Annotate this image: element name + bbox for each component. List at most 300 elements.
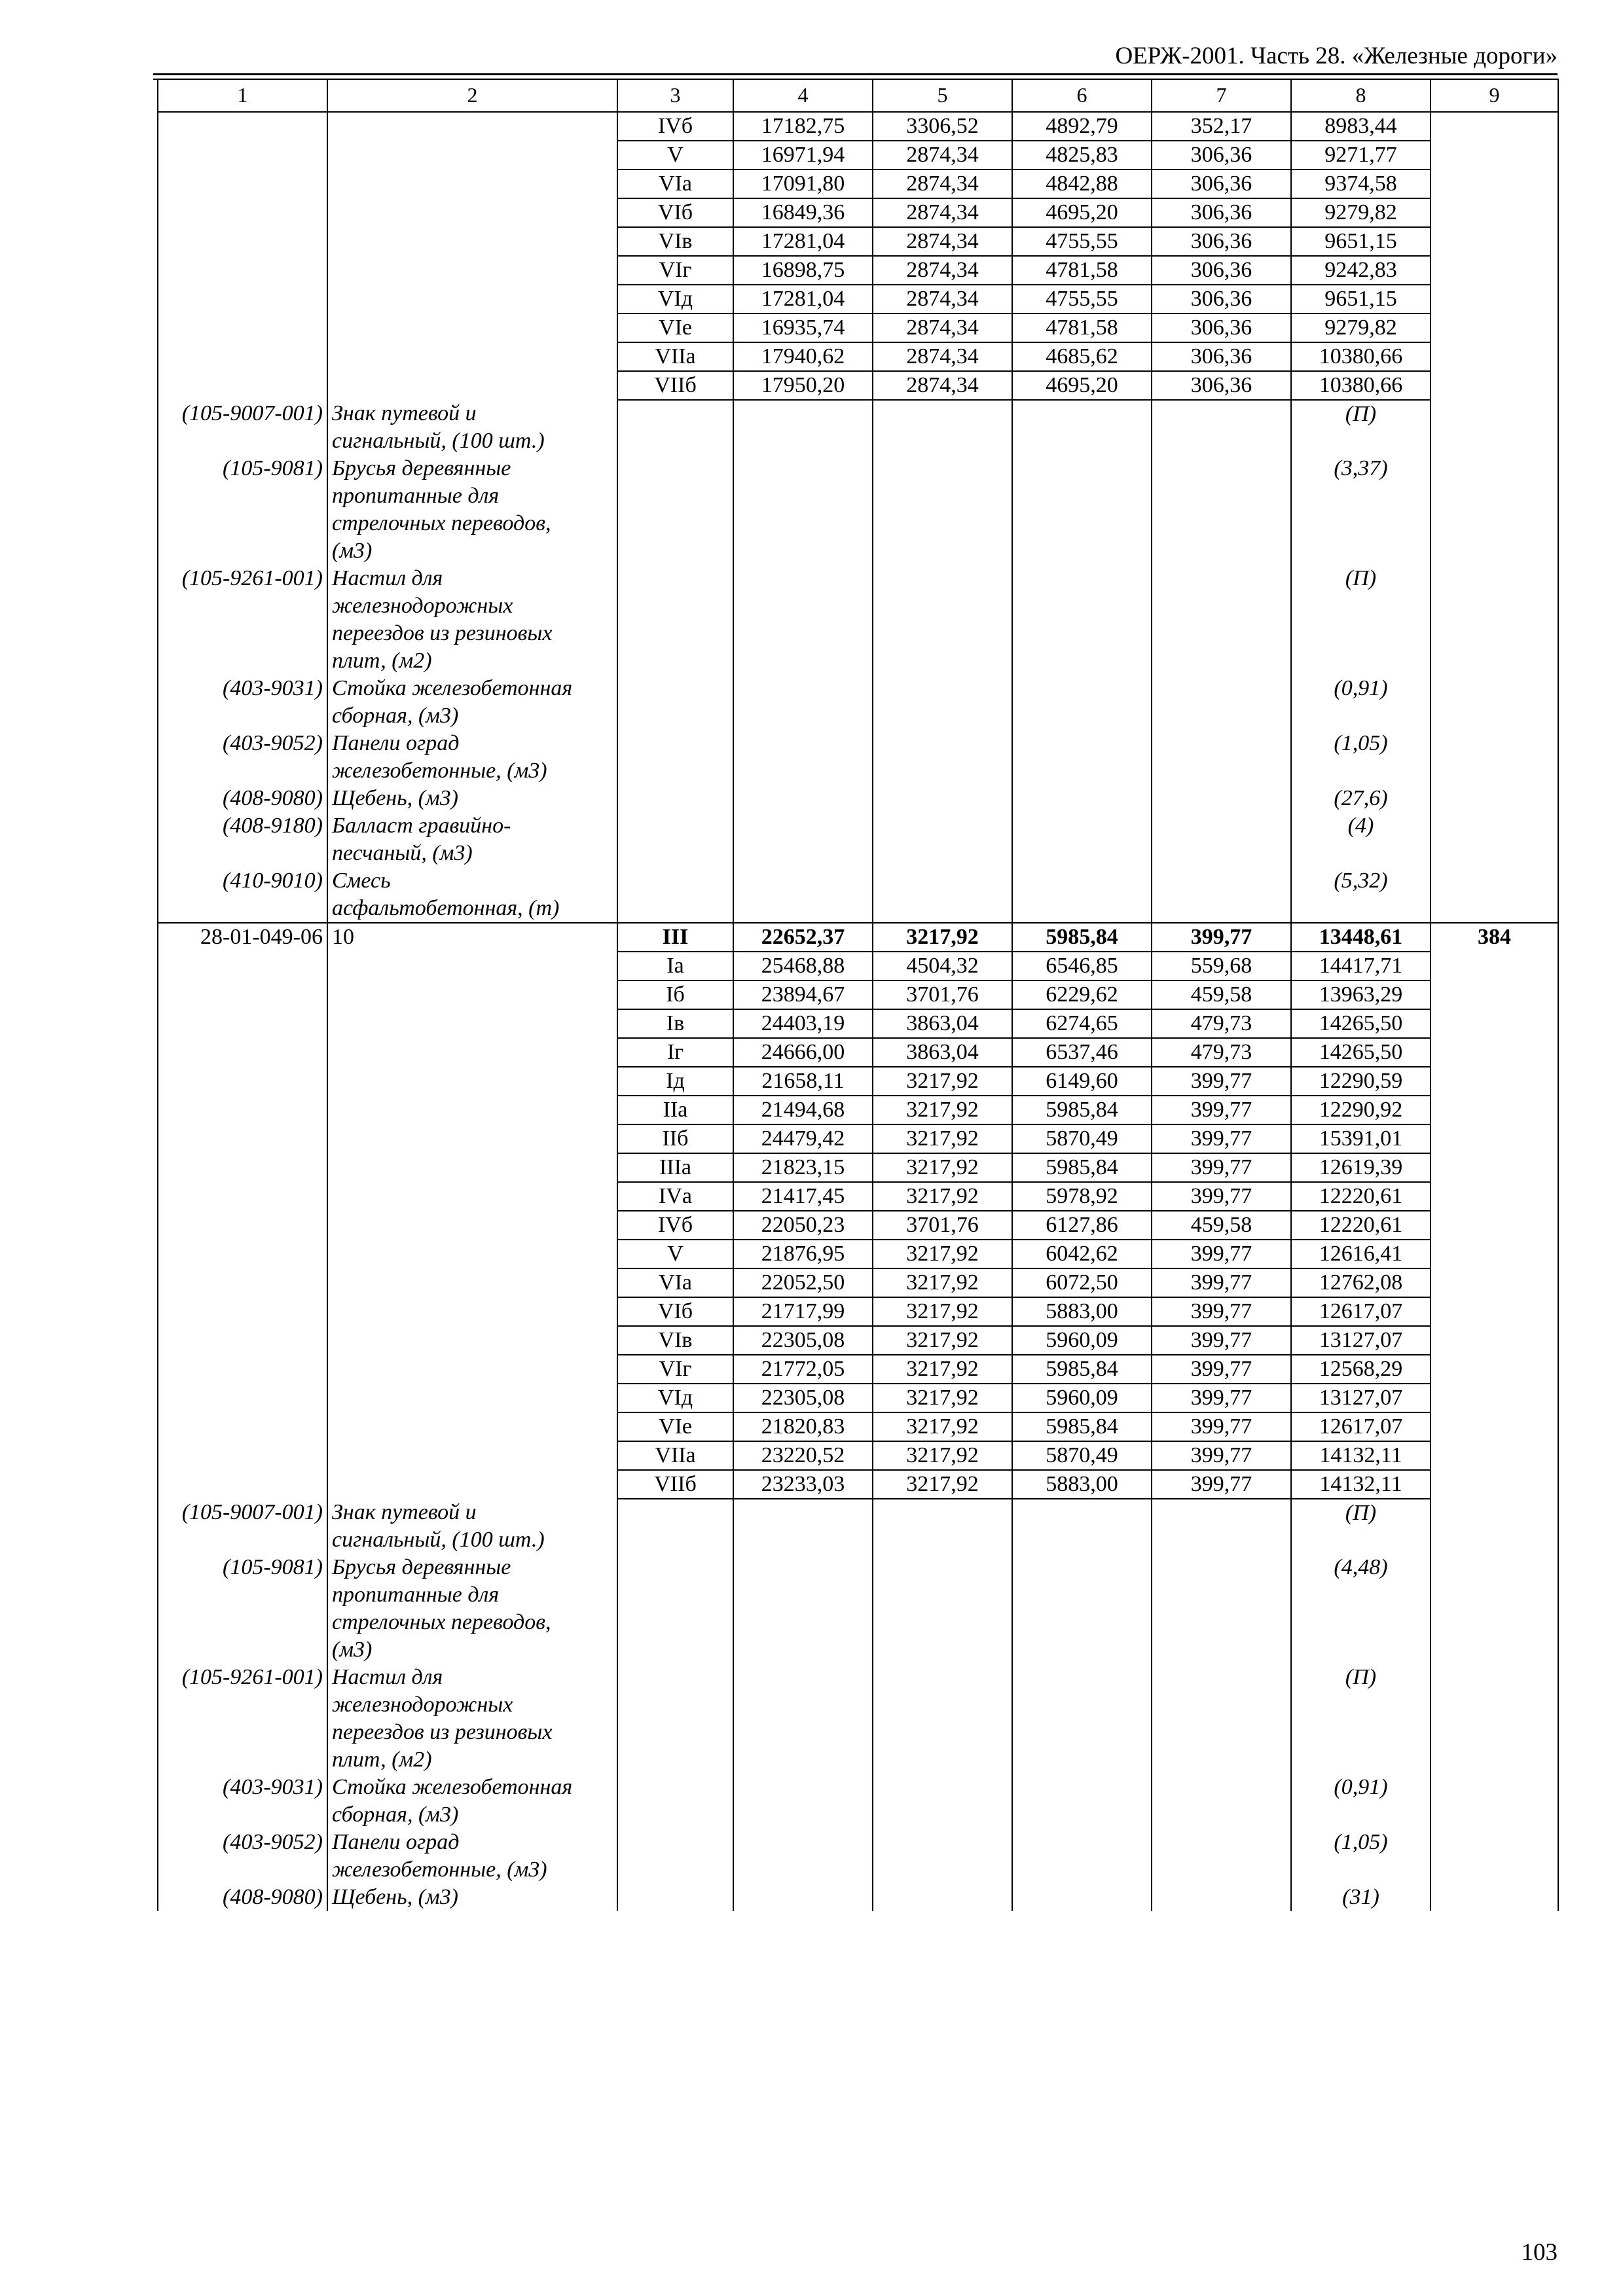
blank-cell	[1012, 565, 1152, 675]
blank-cell	[158, 1240, 327, 1268]
column-number: 9	[1431, 79, 1558, 112]
blank-cell	[1152, 1499, 1291, 1554]
value-cell: 24403,19	[733, 1009, 873, 1038]
value-cell: 4892,79	[1012, 112, 1152, 141]
blank-cell	[617, 400, 733, 455]
blank-cell	[1431, 1038, 1558, 1067]
resource-row	[158, 565, 1558, 675]
value-cell: 306,36	[1152, 314, 1291, 342]
blank-cell	[733, 400, 873, 455]
blank-cell	[327, 371, 617, 400]
blank-cell	[327, 1441, 617, 1470]
value-cell: 17182,75	[733, 112, 873, 141]
blank-cell	[327, 112, 617, 141]
blank-cell	[1012, 730, 1152, 785]
value-cell: 4755,55	[1012, 285, 1152, 314]
value-cell: 459,58	[1152, 1211, 1291, 1240]
blank-cell	[873, 730, 1012, 785]
value-cell: 23894,67	[733, 980, 873, 1009]
blank-cell	[873, 812, 1012, 867]
blank-cell	[158, 1326, 327, 1355]
value-cell: 399,77	[1152, 1384, 1291, 1412]
resource-value: (П)	[1291, 1664, 1431, 1774]
value-cell: 3217,92	[873, 1326, 1012, 1355]
value-cell: 306,36	[1152, 170, 1291, 198]
blank-cell	[1431, 812, 1558, 867]
resource-code: (105-9007-001)	[158, 1499, 327, 1554]
blank-cell	[617, 785, 733, 812]
value-cell: 306,36	[1152, 141, 1291, 170]
resource-name-line: железнодорожных	[332, 594, 513, 618]
blank-cell	[873, 455, 1012, 565]
blank-cell	[1431, 1240, 1558, 1268]
blank-cell	[158, 141, 327, 170]
value-cell: 306,36	[1152, 256, 1291, 285]
value-cell: 2874,34	[873, 227, 1012, 256]
group-cell: VIг	[617, 256, 733, 285]
blank-cell	[617, 455, 733, 565]
resource-name-line: Щебень, (м3)	[332, 786, 458, 810]
price-row	[158, 1067, 1558, 1096]
blank-cell	[327, 314, 617, 342]
value-cell: 25468,88	[733, 952, 873, 980]
value-cell: 9279,82	[1291, 198, 1431, 227]
group-cell: V	[617, 141, 733, 170]
group-cell: VIIб	[617, 371, 733, 400]
blank-cell	[617, 730, 733, 785]
value-cell: 12290,92	[1291, 1096, 1431, 1124]
value-cell: 12617,07	[1291, 1297, 1431, 1326]
value-cell: 459,58	[1152, 980, 1291, 1009]
blank-cell	[733, 785, 873, 812]
value-cell: 2874,34	[873, 198, 1012, 227]
blank-cell	[327, 1355, 617, 1384]
resource-row	[158, 675, 1558, 730]
column-number: 8	[1291, 79, 1431, 112]
value-cell: 17950,20	[733, 371, 873, 400]
blank-cell	[733, 1499, 873, 1554]
blank-cell	[1152, 1829, 1291, 1884]
resource-code: (403-9052)	[158, 730, 327, 785]
resource-name-line: Балласт гравийно-	[332, 814, 511, 838]
resource-name	[327, 1554, 617, 1664]
resource-name-line: сборная, (м3)	[332, 1803, 459, 1827]
blank-cell	[327, 1412, 617, 1441]
resource-code: (105-9081)	[158, 455, 327, 565]
value-cell: 21717,99	[733, 1297, 873, 1326]
resource-code: (403-9031)	[158, 1774, 327, 1829]
resource-name-line: Настил для	[332, 566, 443, 590]
blank-cell	[617, 565, 733, 675]
blank-cell	[327, 1211, 617, 1240]
value-cell: 3701,76	[873, 1211, 1012, 1240]
column-number: 7	[1152, 79, 1291, 112]
blank-cell	[1431, 112, 1558, 141]
group-cell: VIв	[617, 227, 733, 256]
blank-cell	[158, 198, 327, 227]
value-cell: 23220,52	[733, 1441, 873, 1470]
resource-name-line: плит, (м2)	[332, 1748, 432, 1772]
blank-cell	[1012, 400, 1152, 455]
value-cell: 306,36	[1152, 371, 1291, 400]
value-cell: 2874,34	[873, 342, 1012, 371]
resource-row	[158, 867, 1558, 923]
blank-cell	[1431, 227, 1558, 256]
blank-cell	[617, 1884, 733, 1911]
value-cell: 3217,92	[873, 1067, 1012, 1096]
blank-cell	[158, 342, 327, 371]
blank-cell	[1431, 285, 1558, 314]
value-cell: 9271,77	[1291, 141, 1431, 170]
resource-name-line: сигнальный, (100 шт.)	[332, 429, 545, 453]
price-row	[158, 1009, 1558, 1038]
value-cell: 14265,50	[1291, 1009, 1431, 1038]
resource-name-line: плит, (м2)	[332, 649, 432, 673]
resource-name	[327, 1664, 617, 1774]
blank-cell	[327, 256, 617, 285]
blank-cell	[1431, 1268, 1558, 1297]
value-cell: 23233,03	[733, 1470, 873, 1499]
value-cell: 10380,66	[1291, 371, 1431, 400]
value-cell: 13963,29	[1291, 980, 1431, 1009]
blank-cell	[327, 285, 617, 314]
value-cell: 5985,84	[1012, 923, 1152, 952]
blank-cell	[1431, 675, 1558, 730]
value-cell: 2874,34	[873, 285, 1012, 314]
blank-cell	[1431, 1326, 1558, 1355]
value-cell: 2874,34	[873, 371, 1012, 400]
column-number: 2	[327, 79, 617, 112]
value-cell: 384	[1431, 923, 1558, 952]
rate-code: 28-01-049-06	[158, 923, 327, 952]
resource-value: (0,91)	[1291, 1774, 1431, 1829]
resource-code: (408-9180)	[158, 812, 327, 867]
value-cell: 399,77	[1152, 1412, 1291, 1441]
resource-value: (П)	[1291, 1499, 1431, 1554]
blank-cell	[873, 1554, 1012, 1664]
value-cell: 2874,34	[873, 141, 1012, 170]
value-cell: 6229,62	[1012, 980, 1152, 1009]
resource-name-line: железнодорожных	[332, 1693, 513, 1717]
blank-cell	[1431, 198, 1558, 227]
blank-cell	[1431, 1096, 1558, 1124]
blank-cell	[327, 1268, 617, 1297]
group-cell: III	[617, 923, 733, 952]
price-row	[158, 1268, 1558, 1297]
blank-cell	[873, 1884, 1012, 1911]
value-cell: 12762,08	[1291, 1268, 1431, 1297]
value-cell: 3217,92	[873, 1384, 1012, 1412]
resource-name	[327, 867, 617, 923]
value-cell: 17281,04	[733, 285, 873, 314]
value-cell: 22050,23	[733, 1211, 873, 1240]
blank-cell	[327, 1297, 617, 1326]
blank-cell	[1431, 730, 1558, 785]
value-cell: 6546,85	[1012, 952, 1152, 980]
value-cell: 14132,11	[1291, 1441, 1431, 1470]
value-cell: 16971,94	[733, 141, 873, 170]
blank-cell	[1431, 1829, 1558, 1884]
blank-cell	[1152, 867, 1291, 923]
blank-cell	[617, 1499, 733, 1554]
value-cell: 399,77	[1152, 1240, 1291, 1268]
value-cell: 12568,29	[1291, 1355, 1431, 1384]
blank-cell	[1431, 785, 1558, 812]
group-cell: VIд	[617, 285, 733, 314]
resource-name-line: Стойка железобетонная	[332, 1775, 573, 1799]
value-cell: 4695,20	[1012, 198, 1152, 227]
value-cell: 399,77	[1152, 1124, 1291, 1153]
blank-cell	[327, 198, 617, 227]
blank-cell	[1152, 785, 1291, 812]
value-cell: 6042,62	[1012, 1240, 1152, 1268]
resource-name-line: Щебень, (м3)	[332, 1885, 458, 1909]
resource-name-line: Знак путевой и	[332, 1500, 477, 1524]
group-cell: VIе	[617, 1412, 733, 1441]
value-cell: 22305,08	[733, 1384, 873, 1412]
value-cell: 3863,04	[873, 1038, 1012, 1067]
resource-name-line: Знак путевой и	[332, 401, 477, 425]
blank-cell	[327, 1326, 617, 1355]
column-number: 5	[873, 79, 1012, 112]
resource-value: (5,32)	[1291, 867, 1431, 923]
value-cell: 6274,65	[1012, 1009, 1152, 1038]
blank-cell	[1152, 565, 1291, 675]
blank-cell	[617, 1664, 733, 1774]
blank-cell	[1012, 867, 1152, 923]
value-cell: 12619,39	[1291, 1153, 1431, 1182]
group-cell: VIIб	[617, 1470, 733, 1499]
group-cell: IIIа	[617, 1153, 733, 1182]
price-row	[158, 1326, 1558, 1355]
blank-cell	[1431, 256, 1558, 285]
resource-row	[158, 400, 1558, 455]
value-cell: 21820,83	[733, 1412, 873, 1441]
resource-name-line: переездов из резиновых	[332, 621, 553, 645]
value-cell: 3863,04	[873, 1009, 1012, 1038]
blank-cell	[873, 1774, 1012, 1829]
value-cell: 3217,92	[873, 1441, 1012, 1470]
blank-cell	[158, 314, 327, 342]
blank-cell	[733, 455, 873, 565]
resource-name	[327, 400, 617, 455]
value-cell: 16849,36	[733, 198, 873, 227]
blank-cell	[158, 952, 327, 980]
blank-cell	[1431, 1124, 1558, 1153]
blank-cell	[1012, 1554, 1152, 1664]
group-cell: Iа	[617, 952, 733, 980]
blank-cell	[1431, 314, 1558, 342]
blank-cell	[158, 112, 327, 141]
value-cell: 3217,92	[873, 1096, 1012, 1124]
price-row	[158, 1211, 1558, 1240]
resource-name	[327, 455, 617, 565]
resource-name-line: железобетонные, (м3)	[332, 1857, 547, 1882]
value-cell: 3217,92	[873, 1182, 1012, 1211]
resource-value: (1,05)	[1291, 730, 1431, 785]
value-cell: 5883,00	[1012, 1470, 1152, 1499]
value-cell: 4685,62	[1012, 342, 1152, 371]
group-cell: IVб	[617, 1211, 733, 1240]
blank-cell	[733, 1774, 873, 1829]
value-cell: 3701,76	[873, 980, 1012, 1009]
group-cell: Iг	[617, 1038, 733, 1067]
blank-cell	[158, 1384, 327, 1412]
blank-cell	[1152, 730, 1291, 785]
value-cell: 5960,09	[1012, 1384, 1152, 1412]
resource-name-line: переездов из резиновых	[332, 1720, 553, 1744]
resource-name	[327, 1499, 617, 1554]
resource-code: (410-9010)	[158, 867, 327, 923]
rate-name: 10	[327, 923, 617, 952]
resource-code: (408-9080)	[158, 1884, 327, 1911]
blank-cell	[158, 1297, 327, 1326]
resource-name-line: пропитанные для	[332, 1583, 500, 1607]
blank-cell	[1431, 1009, 1558, 1038]
value-cell: 3217,92	[873, 1153, 1012, 1182]
value-cell: 306,36	[1152, 198, 1291, 227]
blank-cell	[158, 1441, 327, 1470]
value-cell: 5870,49	[1012, 1124, 1152, 1153]
value-cell: 4781,58	[1012, 314, 1152, 342]
blank-cell	[1431, 400, 1558, 455]
value-cell: 399,77	[1152, 1441, 1291, 1470]
value-cell: 24479,42	[733, 1124, 873, 1153]
blank-cell	[1152, 1664, 1291, 1774]
value-cell: 17281,04	[733, 227, 873, 256]
resource-name	[327, 565, 617, 675]
value-cell: 21494,68	[733, 1096, 873, 1124]
value-cell: 9374,58	[1291, 170, 1431, 198]
blank-cell	[617, 812, 733, 867]
price-row	[158, 1412, 1558, 1441]
value-cell: 3217,92	[873, 923, 1012, 952]
blank-cell	[327, 141, 617, 170]
resource-name	[327, 675, 617, 730]
value-cell: 4842,88	[1012, 170, 1152, 198]
resource-code: (403-9052)	[158, 1829, 327, 1884]
resource-name-line: сигнальный, (100 шт.)	[332, 1528, 545, 1552]
blank-cell	[1431, 371, 1558, 400]
blank-cell	[1012, 1499, 1152, 1554]
blank-cell	[1431, 1412, 1558, 1441]
blank-cell	[1012, 1774, 1152, 1829]
blank-cell	[873, 675, 1012, 730]
value-cell: 6072,50	[1012, 1268, 1152, 1297]
value-cell: 21876,95	[733, 1240, 873, 1268]
resource-name	[327, 785, 617, 812]
value-cell: 3217,92	[873, 1124, 1012, 1153]
blank-cell	[1431, 1554, 1558, 1664]
value-cell: 22652,37	[733, 923, 873, 952]
resource-code: (105-9081)	[158, 1554, 327, 1664]
resource-value: (П)	[1291, 400, 1431, 455]
blank-cell	[1152, 812, 1291, 867]
blank-cell	[1012, 1829, 1152, 1884]
group-cell: Iв	[617, 1009, 733, 1038]
value-cell: 24666,00	[733, 1038, 873, 1067]
blank-cell	[158, 1067, 327, 1096]
value-cell: 306,36	[1152, 285, 1291, 314]
value-cell: 21772,05	[733, 1355, 873, 1384]
resource-code: (408-9080)	[158, 785, 327, 812]
resource-name	[327, 1774, 617, 1829]
resource-name	[327, 812, 617, 867]
blank-cell	[1152, 455, 1291, 565]
group-cell: VIб	[617, 1297, 733, 1326]
blank-cell	[873, 565, 1012, 675]
value-cell: 5985,84	[1012, 1153, 1152, 1182]
blank-cell	[733, 730, 873, 785]
blank-cell	[1431, 952, 1558, 980]
page-header	[153, 37, 1558, 76]
resource-row	[158, 1829, 1558, 1884]
value-cell: 479,73	[1152, 1038, 1291, 1067]
blank-cell	[733, 1554, 873, 1664]
resource-row	[158, 1554, 1558, 1664]
value-cell: 399,77	[1152, 1268, 1291, 1297]
resource-row	[158, 455, 1558, 565]
group-cell: VIб	[617, 198, 733, 227]
blank-cell	[1431, 1384, 1558, 1412]
blank-cell	[158, 1038, 327, 1067]
value-cell: 5985,84	[1012, 1355, 1152, 1384]
blank-cell	[1431, 455, 1558, 565]
column-number: 6	[1012, 79, 1152, 112]
value-cell: 3217,92	[873, 1412, 1012, 1441]
group-cell: VIа	[617, 1268, 733, 1297]
blank-cell	[617, 1774, 733, 1829]
value-cell: 399,77	[1152, 1067, 1291, 1096]
resource-name-line: железобетонные, (м3)	[332, 759, 547, 783]
price-row	[158, 1038, 1558, 1067]
resource-value: (4,48)	[1291, 1554, 1431, 1664]
value-cell: 3217,92	[873, 1240, 1012, 1268]
blank-cell	[1431, 1499, 1558, 1554]
blank-cell	[1152, 1774, 1291, 1829]
value-cell: 9651,15	[1291, 285, 1431, 314]
price-row	[158, 1182, 1558, 1211]
blank-cell	[873, 1829, 1012, 1884]
group-cell: VIе	[617, 314, 733, 342]
blank-cell	[158, 1182, 327, 1211]
blank-cell	[158, 1153, 327, 1182]
blank-cell	[158, 1009, 327, 1038]
blank-cell	[1431, 342, 1558, 371]
value-cell: 5978,92	[1012, 1182, 1152, 1211]
blank-cell	[1012, 1884, 1152, 1911]
resource-row	[158, 1884, 1558, 1911]
value-cell: 3306,52	[873, 112, 1012, 141]
resource-value: (П)	[1291, 565, 1431, 675]
blank-cell	[327, 1124, 617, 1153]
value-cell: 9651,15	[1291, 227, 1431, 256]
blank-cell	[158, 1124, 327, 1153]
resource-row	[158, 1664, 1558, 1774]
resource-row	[158, 1499, 1558, 1554]
value-cell: 399,77	[1152, 1153, 1291, 1182]
value-cell: 8983,44	[1291, 112, 1431, 141]
blank-cell	[873, 785, 1012, 812]
blank-cell	[327, 170, 617, 198]
blank-cell	[873, 1664, 1012, 1774]
blank-cell	[617, 1554, 733, 1664]
resource-name-line: (м3)	[332, 539, 373, 563]
blank-cell	[1152, 400, 1291, 455]
value-cell: 4755,55	[1012, 227, 1152, 256]
value-cell: 12220,61	[1291, 1182, 1431, 1211]
blank-cell	[617, 1829, 733, 1884]
